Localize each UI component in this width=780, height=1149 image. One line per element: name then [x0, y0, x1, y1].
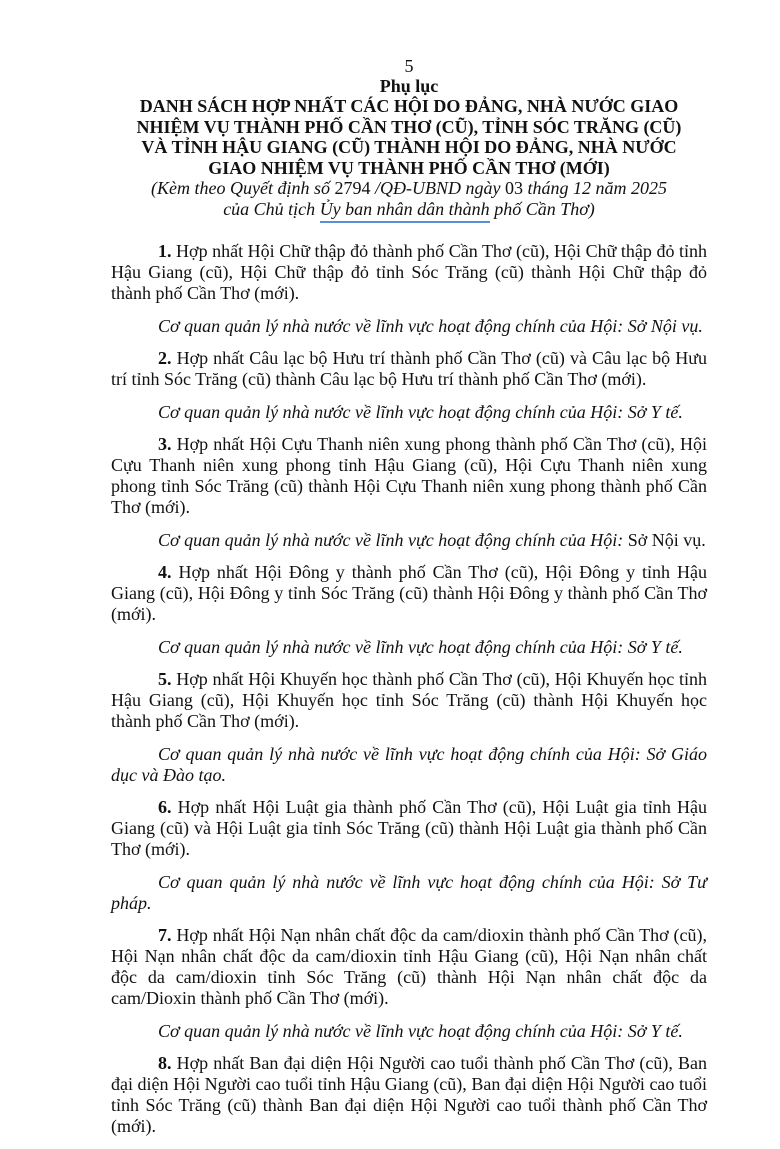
- note-prefix: Cơ quan quản lý nhà nước về lĩnh vực hoạt động chính của Hội:: [158, 744, 647, 764]
- managing-agency-note: [111, 1021, 707, 1042]
- note-prefix: Cơ quan quản lý nhà nước về lĩnh vực hoạt động chính của Hội:: [158, 402, 628, 422]
- item-number: 4.: [158, 562, 172, 582]
- note-agency: Sở Nội vụ.: [627, 530, 706, 550]
- note-agency: Sở Y tế.: [627, 1021, 683, 1041]
- underlined-label: Ủy ban nhân dân thành: [319, 198, 490, 219]
- subtitle-suffix: tháng 12 năm 2025: [522, 178, 667, 198]
- item-number: 1.: [158, 241, 172, 261]
- underlined-text: [320, 199, 490, 219]
- list-item: [111, 797, 707, 860]
- page-number: 5: [404, 56, 414, 76]
- managing-agency-note: [111, 402, 707, 423]
- subtitle-prefix: (Kèm theo Quyết định số: [151, 178, 335, 198]
- item-number: 7.: [158, 925, 172, 945]
- item-number: 2.: [158, 348, 172, 368]
- decision-day: 03: [504, 178, 523, 198]
- list-item: [111, 562, 707, 625]
- item-number: 6.: [158, 797, 172, 817]
- subtitle-line-1: [111, 178, 707, 199]
- note-prefix: Cơ quan quản lý nhà nước về lĩnh vực hoạt động chính của Hội:: [158, 1021, 628, 1041]
- subtitle-line2-prefix: của Chủ tịch: [223, 198, 320, 219]
- item-text: Hợp nhất Hội Cựu Thanh niên xung phong thành phố Cần Thơ (cũ), Hội Cựu Thanh niên xung phong tỉnh Hậu Giang (cũ), Hội Cựu Thanh niên xung phong tỉnh Sóc Trăng (cũ) thành Hội Cựu Thanh niên xung phong thành phố Cần Thơ (mới).: [111, 434, 707, 517]
- title-line: VÀ TỈNH HẬU GIANG (CŨ) THÀNH HỘI DO ĐẢNG, NHÀ NƯỚC: [141, 137, 677, 157]
- note-prefix: Cơ quan quản lý nhà nước về lĩnh vực hoạt động chính của Hội:: [158, 637, 628, 657]
- note-prefix: Cơ quan quản lý nhà nước về lĩnh vực hoạt động chính của Hội:: [158, 530, 628, 550]
- item-number: 8.: [158, 1053, 172, 1073]
- list-item: [111, 925, 707, 1009]
- title-line: GIAO NHIỆM VỤ THÀNH PHỐ CẦN THƠ (MỚI): [208, 157, 610, 178]
- list-item: [111, 434, 707, 518]
- document-page: [111, 56, 707, 1149]
- subtitle-line2-suffix: phố Cần Thơ): [489, 198, 595, 219]
- list-item: [111, 348, 707, 390]
- note-agency: Sở Tư pháp.: [111, 872, 707, 913]
- item-text: Hợp nhất Hội Khuyến học thành phố Cần Thơ (cũ), Hội Khuyến học tỉnh Hậu Giang (cũ), Hội Khuyến học tỉnh Sóc Trăng (cũ) thành Hội Khuyến học thành phố Cần Thơ (mới).: [111, 669, 707, 731]
- item-number: 3.: [158, 434, 172, 454]
- list-item: [111, 669, 707, 732]
- managing-agency-note: [111, 637, 707, 658]
- appendix-label: Phụ lục: [379, 76, 439, 96]
- item-text: Hợp nhất Câu lạc bộ Hưu trí thành phố Cần Thơ (cũ) và Câu lạc bộ Hưu trí tỉnh Sóc Trăng (cũ) thành Câu lạc bộ Hưu trí thành phố Cần Thơ (mới).: [111, 348, 707, 389]
- item-text: Hợp nhất Hội Chữ thập đỏ thành phố Cần Thơ (cũ), Hội Chữ thập đỏ tỉnh Hậu Giang (cũ), Hội Chữ thập đỏ tỉnh Sóc Trăng (cũ) thành Hội Chữ thập đỏ thành phố Cần Thơ (mới).: [111, 241, 707, 303]
- managing-agency-note: [111, 872, 707, 914]
- item-text: Hợp nhất Hội Luật gia thành phố Cần Thơ (cũ), Hội Luật gia tỉnh Hậu Giang (cũ) và Hội Luật gia tỉnh Sóc Trăng (cũ) thành Hội Luật gia thành phố Cần Thơ (mới).: [111, 797, 707, 859]
- note-agency: Sở Y tế.: [627, 402, 683, 422]
- item-number: 5.: [158, 669, 172, 689]
- subtitle-mid: /QĐ-UBND ngày: [370, 178, 505, 198]
- title-line: NHIỆM VỤ THÀNH PHỐ CẦN THƠ (CŨ), TỈNH SÓC TRĂNG (CŨ): [136, 116, 682, 137]
- document-title: [111, 96, 707, 178]
- list-item: [111, 241, 707, 304]
- managing-agency-note: [111, 316, 707, 337]
- item-text: Hợp nhất Hội Nạn nhân chất độc da cam/dioxin thành phố Cần Thơ (cũ), Hội Nạn nhân chất độc da cam/dioxin tỉnh Hậu Giang (cũ), Hội Nạn nhân chất độc da cam/dioxin tỉnh Sóc Trăng (cũ) thành Hội Nạn nhân chất độc da cam/Dioxin thành phố Cần Thơ (mới).: [111, 925, 707, 1008]
- decision-number: 2794: [334, 178, 371, 198]
- item-text: Hợp nhất Hội Đông y thành phố Cần Thơ (cũ), Hội Đông y tỉnh Hậu Giang (cũ), Hội Đông y tỉnh Sóc Trăng (cũ) thành Hội Đông y thành phố Cần Thơ (mới).: [111, 562, 707, 624]
- items-list: [111, 241, 707, 1137]
- note-agency: Sở Y tế.: [627, 637, 683, 657]
- title-line: DANH SÁCH HỢP NHẤT CÁC HỘI DO ĐẢNG, NHÀ NƯỚC GIAO: [139, 96, 679, 116]
- note-prefix: Cơ quan quản lý nhà nước về lĩnh vực hoạt động chính của Hội:: [158, 316, 628, 336]
- note-agency: Sở Giáo dục và Đào tạo.: [111, 744, 707, 785]
- subtitle-line-2: [111, 199, 707, 220]
- note-prefix: Cơ quan quản lý nhà nước về lĩnh vực hoạt động chính của Hội:: [158, 872, 662, 892]
- managing-agency-note: [111, 530, 707, 551]
- note-agency: Sở Nội vụ.: [627, 316, 703, 336]
- item-text: Hợp nhất Ban đại diện Hội Người cao tuổi thành phố Cần Thơ (cũ), Ban đại diện Hội Người cao tuổi tỉnh Hậu Giang (cũ), Ban đại diện Hội Người cao tuổi tỉnh Sóc Trăng (cũ) thành Ban đại diện Hội Người cao tuổi thành phố Cần Thơ (mới).: [111, 1053, 707, 1136]
- blue-underline: [320, 221, 490, 223]
- list-item: [111, 1053, 707, 1137]
- managing-agency-note: [111, 744, 707, 786]
